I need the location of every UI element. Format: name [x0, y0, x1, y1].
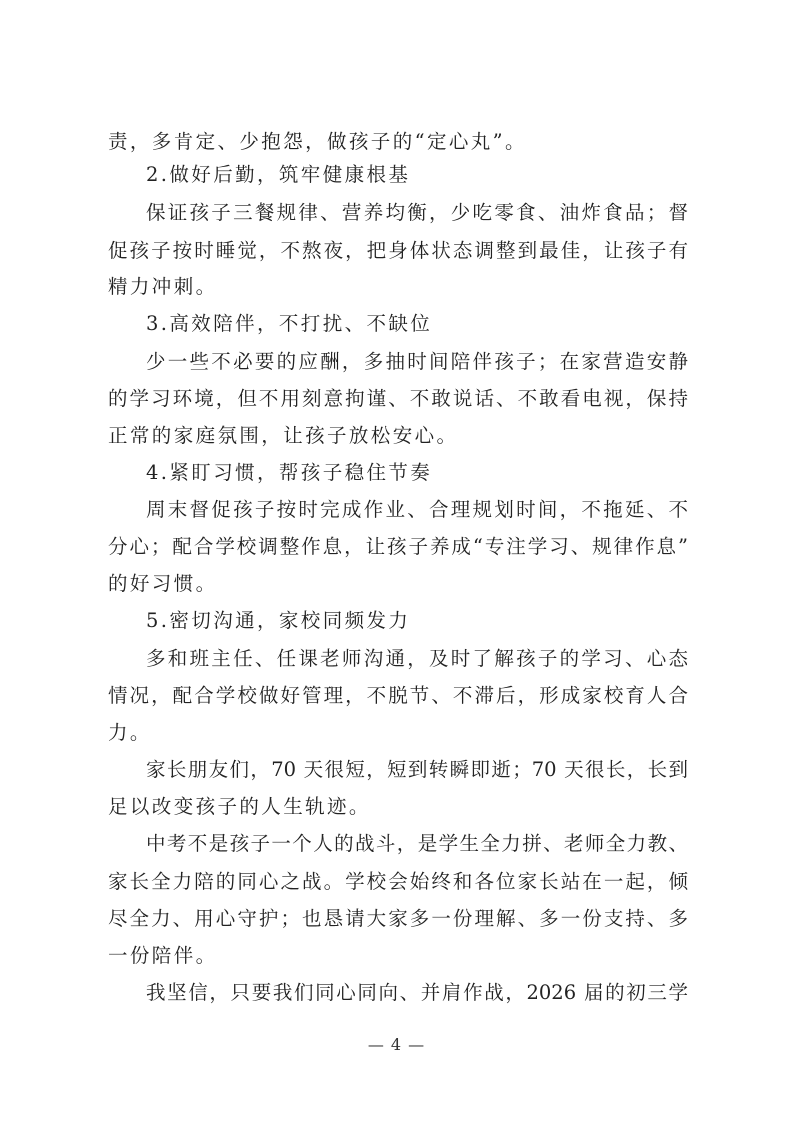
body-text-line: 多和班主任、任课老师沟通，及时了解孩子的学习、心态: [146, 647, 688, 670]
body-text-line: 中考不是孩子一个人的战斗，是学生全力拼、老师全力教、: [146, 832, 688, 855]
body-text-line: 责，多肯定、少抱怨，做孩子的“定心丸”。: [108, 130, 527, 153]
body-text-line: 一份陪伴。: [108, 944, 218, 967]
body-text-line: 力。: [108, 721, 152, 744]
body-text-line: 保证孩子三餐规律、营养均衡，少吃零食、油炸食品；督: [146, 201, 688, 224]
body-text-line: 精力冲刺。: [108, 275, 218, 298]
body-text-line: 周末督促孩子按时完成作业、合理规划时间，不拖延、不: [146, 498, 688, 521]
body-text-line: 足以改变孩子的人生轨迹。: [108, 795, 371, 818]
body-text-line: 家长朋友们，70 天很短，短到转瞬即逝；70 天很长，长到: [146, 758, 688, 781]
section-heading: 3.高效陪伴，不打扰、不缺位: [146, 312, 433, 335]
body-text-line: 促孩子按时睡觉，不熬夜，把身体状态调整到最佳，让孩子有: [108, 239, 688, 262]
body-text-line: 家长全力陪的同心之战。学校会始终和各位家长站在一起，倾: [108, 870, 688, 893]
section-heading: 5.密切沟通，家校同频发力: [146, 609, 411, 632]
body-text-line: 尽全力、用心守护；也恳请大家多一份理解、多一份支持、多: [108, 907, 688, 930]
body-text-line: 分心；配合学校调整作息，让孩子养成“专注学习、规律作息”: [108, 535, 688, 558]
body-text-line: 正常的家庭氛围，让孩子放松安心。: [108, 424, 459, 447]
body-text-line: 情况，配合学校做好管理，不脱节、不滞后，形成家校育人合: [108, 684, 688, 707]
body-text-line: 的好习惯。: [108, 572, 218, 595]
body-text-line: 我坚信，只要我们同心同向、并肩作战，2026 届的初三学: [146, 981, 688, 1004]
body-text-line: 的学习环境，但不用刻意拘谨、不敢说话、不敢看电视，保持: [108, 387, 688, 410]
section-heading: 2.做好后勤，筑牢健康根基: [146, 163, 411, 186]
page-number: — 4 —: [367, 1035, 426, 1054]
section-heading: 4.紧盯习惯，帮孩子稳住节奏: [146, 461, 433, 484]
body-text-line: 少一些不必要的应酬，多抽时间陪伴孩子；在家营造安静: [146, 350, 688, 373]
